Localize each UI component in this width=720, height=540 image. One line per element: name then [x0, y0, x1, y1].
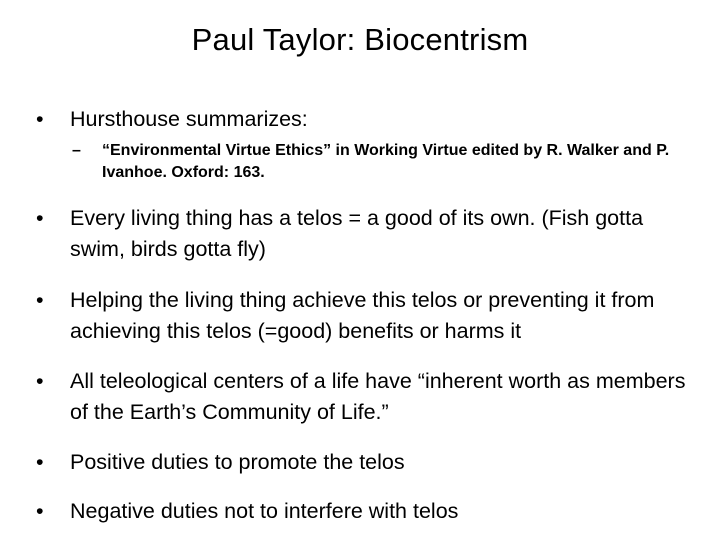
bullet-item	[36, 366, 686, 428]
slide-title: Paul Taylor: Biocentrism	[191, 22, 529, 57]
bullet-marker: •	[36, 288, 44, 312]
bullet-item	[36, 203, 686, 265]
bullet-marker: •	[36, 369, 44, 393]
citation-text: “Environmental Virtue Ethics” in Working Virtue edited by R. Walker and P. Ivanhoe. Oxford: 163.	[102, 142, 670, 181]
bullet-marker: •	[36, 499, 44, 523]
bullet-text: Positive duties to promote the telos	[70, 450, 405, 474]
bullet-marker: •	[36, 206, 44, 230]
bullet-item	[36, 447, 686, 478]
bullet-item	[36, 104, 686, 135]
sub-bullet-item	[72, 140, 682, 184]
bullet-text: Helping the living thing achieve this telos or preventing it from achieving this telos (=good) benefits or harms it	[70, 288, 655, 343]
bullet-marker: •	[36, 107, 44, 131]
sub-bullet-marker: –	[72, 142, 81, 159]
bullet-item	[36, 285, 686, 347]
bullet-text: Hursthouse summarizes:	[70, 107, 308, 131]
bullet-text: Every living thing has a telos = a good of its own. (Fish gotta swim, birds gotta fly)	[70, 206, 644, 261]
bullet-text: All teleological centers of a life have “inherent worth as members of the Earth’s Community of Life.”	[70, 369, 686, 424]
bullet-marker: •	[36, 450, 44, 474]
bullet-text: Negative duties not to interfere with telos	[70, 499, 459, 523]
bullet-item	[36, 496, 686, 527]
